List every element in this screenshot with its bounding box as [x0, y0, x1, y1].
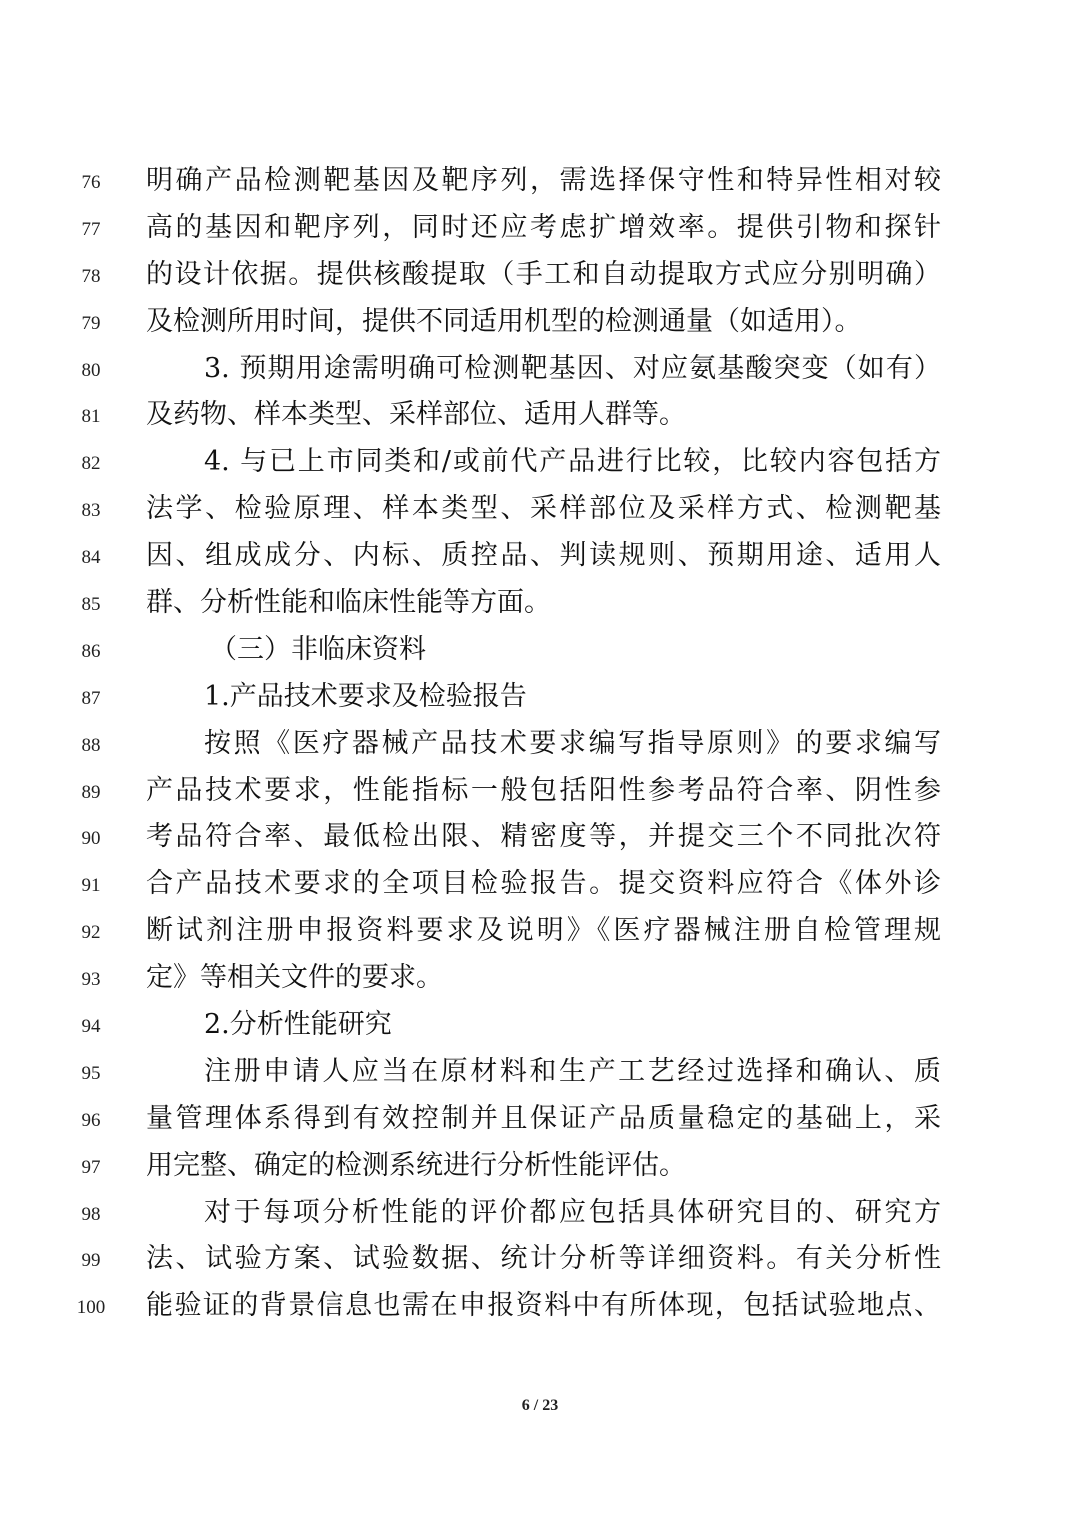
- line-text: 对于每项分析性能的评价都应包括具体研究目的、研究方: [204, 1196, 941, 1228]
- line-text: 法学、检验原理、样本类型、采样部位及采样方式、检测靶基: [146, 493, 941, 525]
- line-number: 88: [81, 734, 101, 756]
- text-line: [0, 768, 1080, 815]
- line-number: 98: [81, 1203, 101, 1225]
- text-line: [0, 392, 1080, 439]
- line-number: 82: [81, 453, 101, 475]
- subsection-heading-line: [0, 674, 1080, 721]
- text-line: [0, 814, 1080, 861]
- subsection-heading-line: [0, 1002, 1080, 1049]
- text-line: [0, 252, 1080, 299]
- line-text: 合产品技术要求的全项目检验报告。提交资料应符合《体外诊: [146, 868, 941, 900]
- line-number: 90: [81, 828, 101, 850]
- line-text: 4. 与已上市同类和/或前代产品进行比较，比较内容包括方: [204, 446, 941, 478]
- line-text: 3. 预期用途需明确可检测靶基因、对应氨基酸突变（如有）: [204, 352, 941, 384]
- text-line: [0, 1283, 1080, 1330]
- line-number: 83: [81, 500, 101, 522]
- text-line: [0, 533, 1080, 580]
- line-number: 79: [81, 312, 101, 334]
- line-number: 78: [81, 265, 101, 287]
- line-number: 97: [81, 1156, 101, 1178]
- line-text: 及检测所用时间，提供不同适用机型的检测通量（如适用）。: [146, 305, 862, 337]
- line-text: 断试剂注册申报资料要求及说明》《医疗器械注册自检管理规: [146, 915, 941, 947]
- line-text: 法、试验方案、试验数据、统计分析等详细资料。有关分析性: [146, 1243, 941, 1275]
- line-number: 99: [81, 1250, 101, 1272]
- text-line: [0, 439, 1080, 486]
- text-line: [0, 1143, 1080, 1190]
- text-line: [0, 721, 1080, 768]
- page-number-footer: 6 / 23: [521, 1397, 559, 1414]
- text-line: [0, 1190, 1080, 1237]
- line-number: 91: [81, 875, 101, 897]
- text-line: [0, 205, 1080, 252]
- line-number: 76: [81, 172, 101, 193]
- line-number: 95: [81, 1062, 101, 1084]
- text-line: [0, 486, 1080, 533]
- line-text: 量管理体系得到有效控制并且保证产品质量稳定的基础上，采: [146, 1102, 941, 1134]
- line-text: 考品符合率、最低检出限、精密度等，并提交三个不同批次符: [146, 821, 941, 853]
- text-line: [0, 861, 1080, 908]
- section-heading: （三）非临床资料: [210, 633, 426, 665]
- text-line: [0, 1236, 1080, 1283]
- line-number: 94: [81, 1016, 101, 1038]
- line-number: 93: [81, 969, 101, 991]
- line-number: 81: [81, 406, 101, 428]
- line-number: 87: [81, 687, 101, 709]
- line-number: 84: [81, 547, 101, 569]
- text-line: [0, 299, 1080, 346]
- line-text: 产品技术要求，性能指标一般包括阳性参考品符合率、阴性参: [146, 774, 941, 806]
- document-body: [0, 158, 1080, 1330]
- line-number: 85: [81, 594, 101, 616]
- section-heading-line: [0, 627, 1080, 674]
- line-number: 96: [81, 1109, 101, 1131]
- subsection-heading: 2.分析性能研究: [204, 1009, 392, 1041]
- text-line: [0, 908, 1080, 955]
- text-line: [0, 580, 1080, 627]
- line-number: 92: [81, 922, 101, 944]
- line-number: 80: [81, 359, 101, 381]
- line-number: 86: [81, 640, 101, 662]
- line-text: 及药物、样本类型、采样部位、适用人群等。: [146, 399, 686, 431]
- line-text: 能验证的背景信息也需在申报资料中有所体现，包括试验地点、: [146, 1290, 941, 1322]
- line-text: 用完整、确定的检测系统进行分析性能评估。: [146, 1149, 686, 1181]
- line-number: 77: [81, 218, 101, 240]
- line-text: 注册申请人应当在原材料和生产工艺经过选择和确认、质: [204, 1055, 941, 1087]
- line-text: 群、分析性能和临床性能等方面。: [146, 587, 551, 619]
- line-text: 明确产品检测靶基因及靶序列，需选择保守性和特异性相对较: [146, 165, 941, 196]
- line-number: 89: [81, 781, 101, 803]
- text-line: [0, 158, 1080, 205]
- text-line: [0, 346, 1080, 393]
- text-line: [0, 1096, 1080, 1143]
- line-number: 100: [76, 1297, 106, 1319]
- line-text: 因、组成成分、内标、质控品、判读规则、预期用途、适用人: [146, 540, 941, 572]
- text-line: [0, 1049, 1080, 1096]
- subsection-heading: 1.产品技术要求及检验报告: [204, 680, 527, 712]
- text-line: [0, 955, 1080, 1002]
- line-text: 高的基因和靶序列，同时还应考虑扩增效率。提供引物和探针: [146, 211, 941, 243]
- line-text: 定》等相关文件的要求。: [146, 962, 443, 994]
- line-text: 的设计依据。提供核酸提取（手工和自动提取方式应分别明确）: [146, 258, 941, 290]
- line-text: 按照《医疗器械产品技术要求编写指导原则》的要求编写: [204, 727, 941, 759]
